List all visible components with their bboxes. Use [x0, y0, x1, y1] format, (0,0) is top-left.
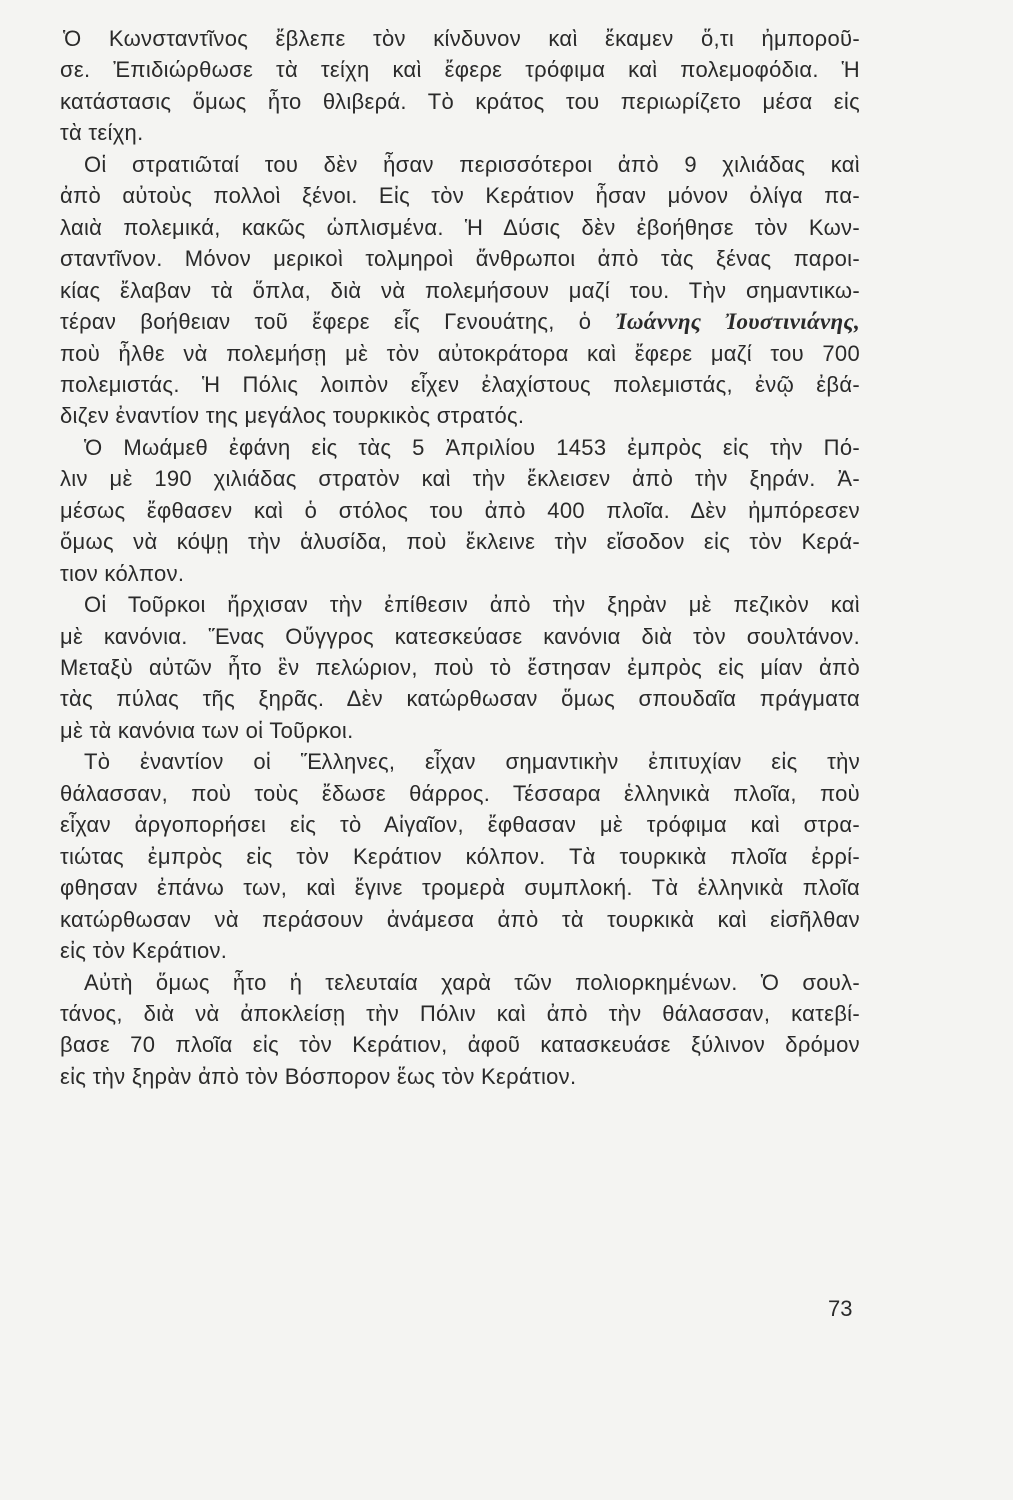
text-line: [60, 307, 860, 337]
text-line: εἶχαν ἀργοπορήσει εἰς τὸ Αἰγαῖον, ἔφθασαν μὲ τρόφιμα καὶ στρα-: [60, 812, 860, 838]
text-line: λιν μὲ 190 χιλιάδας στρατὸν καὶ τὴν ἔκλεισεν ἀπὸ τὴν ξηράν. Ἀ-: [60, 466, 860, 492]
text-line: φθησαν ἐπάνω των, καὶ ἔγινε τρομερὰ συμπλοκή. Τὰ ἑλληνικὰ πλοῖα: [60, 875, 860, 901]
text-line: Οἱ στρατιῶταί του δὲν ἦσαν περισσότεροι ἀπὸ 9 χιλιάδας καὶ: [84, 151, 860, 177]
page-number: 73: [828, 1296, 853, 1321]
text-line: λαιὰ πολεμικά, κακῶς ὡπλισμένα. Ἡ Δύσις δὲν ἐβοήθησε τὸν Κων-: [60, 214, 860, 240]
text-line: κατάστασις ὅμως ἦτο θλιβερά. Τὸ κράτος του περιωρίζετο μέσα εἰς: [60, 88, 860, 114]
text-line: μὲ κανόνια. Ἕνας Οὔγγρος κατεσκεύασε κανόνια διὰ τὸν σουλτάνον.: [60, 623, 860, 649]
text-line: θάλασσαν, ποὺ τοὺς ἔδωσε θάρρος. Τέσσαρα ἑλληνικὰ πλοῖα, ποὺ: [60, 780, 860, 806]
text-line: τιον κόλπον.: [60, 560, 185, 586]
italic-name: Ἰωάννης Ἰουστινιάνης,: [615, 309, 861, 335]
text-line: ἀπὸ αὐτοὺς πολλοὶ ξένοι. Εἰς τὸν Κεράτιον ἦσαν μόνον ὀλίγα πα-: [60, 183, 860, 209]
text-line: Μεταξὺ αὐτῶν ἦτο ἓν πελώριον, ποὺ τὸ ἔστησαν ἐμπρὸς εἰς μίαν ἀπὸ: [60, 655, 860, 680]
text-line: διζεν ἐναντίον της μεγάλος τουρκικὸς στρατός.: [60, 403, 525, 429]
text-line: μέσως ἔφθασεν καὶ ὁ στόλος του ἀπὸ 400 πλοῖα. Δὲν ἠμπόρεσεν: [60, 497, 860, 523]
text-line: κατώρθωσαν νὰ περάσουν ἀνάμεσα ἀπὸ τὰ τουρκικὰ καὶ εἰσῆλθαν: [60, 906, 860, 932]
text-line: πολεμιστάς. Ἡ Πόλις λοιπὸν εἶχεν ἐλαχίστους πολεμιστάς, ἐνῷ ἐβά-: [60, 371, 860, 397]
text-line: βασε 70 πλοῖα εἰς τὸν Κεράτιον, ἀφοῦ κατασκευάσε ξύλινον δρόμον: [60, 1032, 860, 1058]
text-line: σταντῖνον. Μόνον μερικοὶ τολμηροὶ ἄνθρωποι ἀπὸ τὰς ξένας παροι-: [60, 246, 860, 272]
text-line: Οἱ Τοῦρκοι ἤρχισαν τὴν ἐπίθεσιν ἀπὸ τὴν ξηρὰν μὲ πεζικὸν καὶ: [84, 592, 860, 618]
text-line: τιώτας ἐμπρὸς εἰς τὸν Κεράτιον κόλπον. Τὰ τουρκικὰ πλοῖα ἐρρί-: [60, 843, 860, 869]
text-line: εἰς τὸν Κεράτιον.: [60, 938, 228, 964]
text-line: Τὸ ἐναντίον οἱ Ἕλληνες, εἶχαν σημαντικὴν ἐπιτυχίαν εἰς τὴν: [84, 749, 860, 775]
text-line: μὲ τὰ κανόνια των οἱ Τοῦρκοι.: [60, 717, 354, 743]
text-line: εἰς τὴν ξηρὰν ἀπὸ τὸν Βόσπορον ἕως τὸν Κεράτιον.: [60, 1063, 577, 1089]
text-line: σε. Ἐπιδιώρθωσε τὰ τείχη καὶ ἔφερε τρόφιμα καὶ πολεμοφόδια. Ἡ: [60, 57, 860, 83]
text-line: τὰς πύλας τῆς ξηρᾶς. Δὲν κατώρθωσαν ὅμως σπουδαῖα πράγματα: [60, 686, 860, 712]
text-line: τάνος, διὰ νὰ ἀποκλείσῃ τὴν Πόλιν καὶ ἀπὸ τὴν θάλασσαν, κατεβί-: [60, 1000, 860, 1026]
text-segment: τέραν βοήθειαν τοῦ ἔφερε εἷς Γενουάτης, ὁ: [60, 309, 616, 335]
text-line: Αὐτὴ ὅμως ἦτο ἡ τελευταία χαρὰ τῶν πολιορκημένων. Ὁ σουλ-: [84, 969, 860, 995]
text-line: τὰ τείχη.: [60, 120, 144, 146]
text-line: ὅμως νὰ κόψῃ τὴν ἁλυσίδα, ποὺ ἔκλεινε τὴν εἴσοδον εἰς τὸν Κερά-: [60, 529, 860, 555]
text-line: κίας ἔλαβαν τὰ ὅπλα, διὰ νὰ πολεμήσουν μαζί του. Τὴν σημαντικω-: [60, 277, 860, 303]
text-line: Ὁ Μωάμεθ ἐφάνη εἰς τὰς 5 Ἀπριλίου 1453 ἐμπρὸς εἰς τὴν Πό-: [84, 434, 860, 460]
text-line: Ὁ Κωνσταντῖνος ἔβλεπε τὸν κίνδυνον καὶ ἔκαμεν ὅ,τι ἠμποροῦ-: [63, 26, 860, 51]
text-line: ποὺ ἦλθε νὰ πολεμήσῃ μὲ τὸν αὐτοκράτορα καὶ ἔφερε μαζί του 700: [60, 340, 860, 366]
